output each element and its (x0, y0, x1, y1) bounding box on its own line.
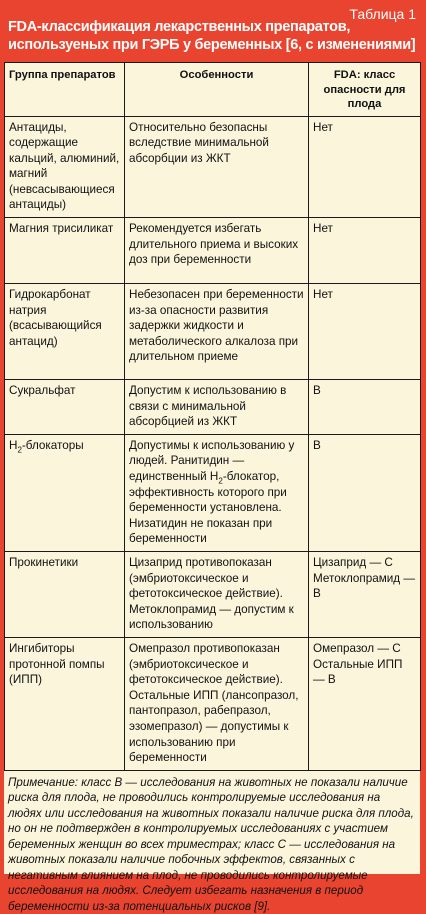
table-sheet (4, 62, 420, 913)
group-subscript: 2 (17, 445, 22, 455)
cell-fda-class: Нет (309, 284, 421, 380)
table-number-label: Таблица 1 (349, 6, 416, 22)
group-prefix: H (9, 438, 18, 452)
features-part-a: Допустимы к использованию у людей. Ранитидин — единственный H (129, 438, 295, 484)
cell-group: Антациды, содержащие кальций, алюминий, магний (невсасывающиеся антациды) (5, 116, 125, 218)
cell-fda-class: Нет (309, 116, 421, 218)
table-row (5, 284, 421, 380)
cell-group: Магния трисиликат (5, 218, 125, 284)
cell-features: Омепразол противопоказан (эмбриотоксическое и фетотоксическое действие). Остальные ИПП (лансопразол, пантопразол, рабепразол, эзомепразол) — допустимы к использованию при беременности (125, 637, 309, 770)
cell-group: Прокинетики (5, 552, 125, 638)
cell-fda-class: Цизаприд — С Метоклопрамид — В (309, 552, 421, 638)
fda-classification-table (4, 62, 421, 771)
cell-features: Допустим к использованию в связи с минимальной абсорбцией из ЖКТ (125, 380, 309, 435)
cell-group: Ингибиторы протонной помпы (ИПП) (5, 637, 125, 770)
table-title: FDA-классификация лекарственных препаратов, используеных при ГЭРБ у беременных [6, с изменениями] (8, 19, 416, 53)
table-header-row (5, 63, 421, 117)
column-header-group: Группа препаратов (5, 63, 125, 117)
table-row (5, 552, 421, 638)
column-header-fda-class: FDA: класс опасности для плода (309, 63, 421, 117)
cell-features: Относительно безопасны вследствие минимальной абсорбции из ЖКТ (125, 116, 309, 218)
table-row (5, 218, 421, 284)
cell-group (5, 434, 125, 551)
features-subscript: 2 (218, 476, 223, 486)
group-suffix: -блокаторы (21, 438, 84, 452)
table-row (5, 434, 421, 551)
cell-fda-class: B (309, 434, 421, 551)
cell-features: Цизаприд противопоказан (эмбриотоксическое и фетотоксическое действие). Метоклопрамид — допустим к использованию (125, 552, 309, 638)
table-row (5, 380, 421, 435)
cell-fda-class: Омепразол — С Остальные ИПП — В (309, 637, 421, 770)
cell-features: Рекомендуется избегать длительного приема и высоких доз при беременности (125, 218, 309, 284)
column-header-features: Особенности (125, 63, 309, 117)
table-row (5, 637, 421, 770)
cell-group: Гидрокарбонат натрия (всасывающийся антацид) (5, 284, 125, 380)
table-footnote: Примечание: класс В — исследования на животных не показали наличие риска для плода, не проводились контролируемые исследования на людях или исследования на животных показали наличие риска для плода, но он не подтвержден в контролируемых исследованиях с участием беременных женщин во всех триместрах; класс С — исследования на животных показали наличие побочных эффектов, связанных с негативным влиянием на плод, не проводились контролируемые исследования на людях. Следует избегать назначения в период беременности из-за потенциальных рисков [9]. (8, 775, 414, 913)
table-header (0, 0, 426, 62)
cell-fda-class: B (309, 380, 421, 435)
table-row (5, 116, 421, 218)
cell-fda-class: Нет (309, 218, 421, 284)
cell-features: Небезопасен при беременности из-за опасности развития задержки жидкости и метаболического алкалоза при длительном приеме (125, 284, 309, 380)
features-part-b: -блокатор, эффективность которого при беременности установлена. Низатидин не показан при беременности (129, 470, 287, 546)
cell-features (125, 434, 309, 551)
cell-group: Сукральфат (5, 380, 125, 435)
